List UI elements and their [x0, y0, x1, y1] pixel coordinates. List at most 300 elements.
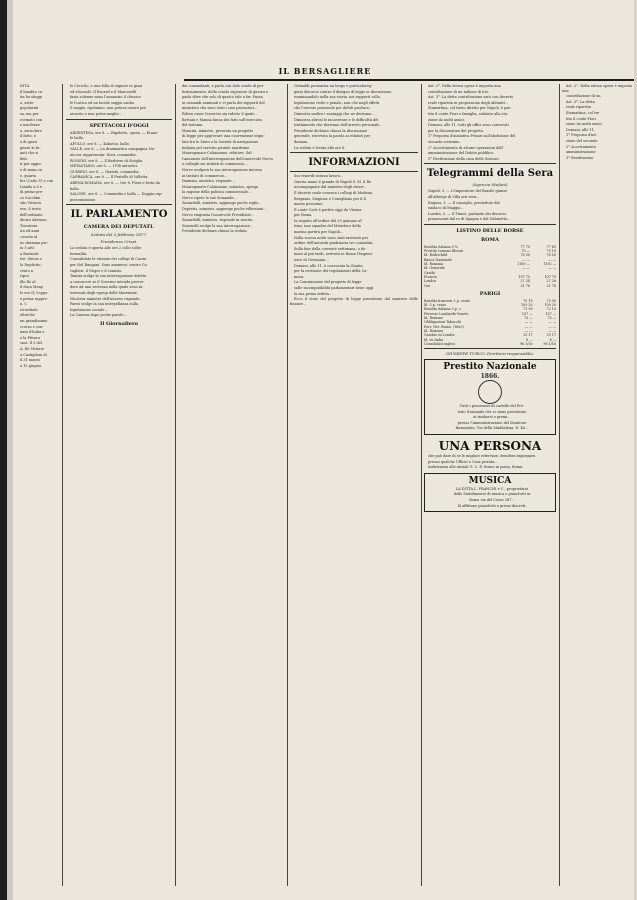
section-rule — [424, 163, 556, 164]
seduta-presidenza: Presidenza Crispi. — [100, 239, 138, 245]
quote-name: Ferr. Vitt. Eman. (1863) — [424, 324, 464, 329]
text-line: Bergamo, Magione e Conegliano per il 4 — [294, 196, 366, 201]
text-line: oltrechè — [20, 313, 35, 318]
text-line: Tutti i possessori di cartelle del Pre- — [459, 404, 525, 409]
quote-name: Prestito romano Blount — [424, 249, 464, 254]
text-line: nani d'Italia e — [20, 330, 45, 335]
quote-value: 96 1/16 — [519, 341, 533, 346]
text-line: it per aggiu- — [20, 162, 42, 167]
quote-value: 107 75 — [544, 274, 556, 279]
text-line: a conoscere se il Governo intenda provve- — [70, 279, 145, 284]
text-line: legislazione civile e penale, non che negli effetti — [294, 100, 380, 105]
quote-value: 25 17 — [546, 333, 556, 338]
column-6 — [562, 84, 632, 886]
text-line: Nervo ripete le sue domande... — [182, 195, 237, 200]
text-line: ripro. — [20, 274, 30, 279]
text-line: fido. — [20, 156, 28, 161]
text-line: e prima rappre- — [20, 296, 48, 301]
text-line: ed elioosole. Il Racziel e il Mancinelli — [70, 89, 137, 94]
text-line: LA DITTA L. FRANCHI e C., proprietaria — [455, 486, 529, 491]
text-line: Londra, 5. — Il Times, parlando dei discorsi — [428, 211, 506, 216]
text-line: Domani, alle 11, è convocata la Giunta — [294, 263, 363, 268]
text-line: VALLE, ore 8. — La drammatica compagnia Nu- — [70, 147, 156, 152]
section-title-informazioni: INFORMAZIONI — [308, 157, 400, 169]
text-line: 3° Restituzione. — [566, 155, 595, 160]
borsa-parigi-title: PARIGI — [479, 290, 501, 297]
quote-value: 77 75 — [520, 244, 530, 249]
text-line: trattamento che derivano dall'arresto personale... — [294, 123, 383, 128]
quote-name: Obbligazioni Tabacchi — [424, 320, 461, 325]
text-line: Depretis, ministro, aggiunge poche riflessioni... — [182, 207, 267, 212]
quote-name: Oro — [424, 283, 431, 288]
quote-name: Rendita italiana 5 % — [424, 244, 458, 249]
text-line: ai trattati di commercio... — [182, 173, 228, 178]
text-line: Domani, alle 11, — [566, 127, 595, 132]
quote-value: 76 50 — [520, 253, 530, 258]
text-line: Rileva come l'esercito sia ridotto il quale... — [182, 111, 258, 116]
text-line: nicova rappresenta: Dora, commedia. — [70, 152, 137, 157]
text-line: Trovatore. — [20, 223, 39, 228]
text-line: ita ba sfuggi — [20, 95, 43, 100]
text-line: ccorso e con- — [20, 324, 44, 329]
text-line: stito Nazionale che si siano presentate — [457, 409, 527, 414]
ad-persona-title: UNA PERSONA — [438, 439, 542, 454]
text-line: Napoli, 5. — L'Imperatore del Brasile giunse — [428, 189, 508, 194]
gerente-line: GIUSEPPE TURCO, Direttore-responsabile. — [445, 351, 535, 357]
column-divider — [62, 84, 63, 886]
text-line: SALONE, ore 8. — Commedia e ballo — Doppia rap- — [70, 192, 163, 197]
text-line: Nervo svolgerà la sua interrogazione intorno — [182, 167, 262, 172]
text-line: illo Ile al — [20, 279, 36, 284]
text-line: presso qualche Ufficio o Casa privata... — [428, 459, 498, 464]
borsa-parigi-table — [424, 299, 556, 346]
text-line: co Sacchini — [20, 195, 41, 200]
text-line: zione da molti amici — [566, 122, 602, 127]
column-divider — [559, 84, 560, 886]
text-line: ai comandi nominati e vi parla dei rapporti del — [182, 100, 265, 105]
borsa-roma-title: ROMA — [481, 236, 499, 243]
text-line: vento a — [20, 268, 34, 273]
binding-spine — [0, 0, 7, 900]
text-line: Mancini, ministro, presenta un progetto — [182, 128, 254, 133]
quote-value: 77 85 — [546, 244, 556, 249]
column-1 — [16, 84, 59, 886]
text-line: finanziario, Via della Maddalena, N. 46... — [455, 426, 529, 431]
text-line: di legge per approvare una convenzione stipu- — [182, 134, 265, 139]
quote-row — [424, 284, 556, 288]
quote-value: 8 — — [526, 337, 533, 342]
text-line: teressati degli egregi delle Maremme. — [70, 291, 138, 296]
text-line: Convalidate le elezioni dei collegi di Carini — [70, 257, 147, 262]
text-line: le Ceciclio, e una folla di signore in gran — [70, 84, 142, 88]
column-5-intro — [424, 84, 556, 161]
text-line: Sui venerdì nessun lavoro... — [294, 174, 344, 179]
binding-edge — [7, 0, 13, 900]
quote-name: Id. su Italia — [424, 337, 444, 342]
quote-value: 96 1/16 — [543, 341, 556, 346]
text-line: Presidente dichiara chiusa la discussione — [294, 128, 368, 133]
text-line: amministrazione — [566, 150, 596, 155]
text-line: Il decreto reale convoca i collegi di Modena, — [294, 190, 373, 195]
text-line: l'annunzio dell'interrogazione dell'onorevole Nervo — [182, 156, 274, 161]
column-2-body — [66, 246, 172, 318]
text-line: Grimaldi pronunzia un lungo e particolareg- — [294, 84, 373, 88]
quote-name: Rendita francese 3 p. cento — [424, 298, 471, 303]
text-line: La Commissione del progetto di legge — [294, 280, 362, 285]
quote-value: 1192 — — [543, 262, 556, 267]
text-line: Damiani, ministro, risponde... — [182, 179, 235, 184]
ad-prestito-text — [427, 404, 553, 431]
quote-value: 75 15 — [523, 298, 533, 303]
quote-value: 27 28 — [546, 279, 556, 284]
text-line: dei comandanti, e parla con dolo scudo di per- — [182, 84, 265, 88]
text-line: rovinato con — [20, 117, 43, 122]
ad-prestito-year: 1866. — [480, 373, 500, 381]
text-line: le l'ostico ed un lucido saggio anche. — [70, 100, 136, 105]
text-line: Indirizzarsi alle iniziali G. C. E. fermo in posta, Roma. — [428, 465, 524, 470]
quote-value: 8 — — [549, 337, 556, 342]
text-line: Nicotera ministro dell'interno risponde. — [70, 296, 141, 301]
text-line: no dramma pie- — [20, 240, 48, 245]
quote-row — [424, 342, 556, 346]
text-line: Il saggio, ripetiamo, non poteva essere più — [70, 106, 146, 111]
text-line: giato discorso contro il disegno di legge in discussione, — [294, 89, 393, 94]
text-line: esaminandolo nella sua storia, nei rapporti colla — [294, 95, 380, 100]
section-title-camera: CAMERA DEI DEPUTATI. — [83, 224, 155, 231]
text-line: 1° Proposta d'iniziativa Frisari sull'abolizione del — [428, 134, 516, 139]
text-line: ministero che sono stati i suoi promotori... — [182, 106, 258, 111]
quote-value: — — — [524, 324, 533, 329]
text-line: le ore II; l'oppo- — [20, 290, 49, 295]
quote-value: — — — [548, 266, 556, 271]
text-line: Zanardelli, ministro, aggiunge poche righe... — [182, 201, 262, 206]
section-rule — [290, 171, 418, 172]
masthead-title: IL BERSAGLIERE — [278, 66, 372, 76]
quote-value: — — — [548, 328, 556, 333]
text-line: timo, una squadra del Ministero della — [294, 224, 361, 229]
text-line: le ballo. — [70, 136, 85, 141]
text-line: a Ravinale — [20, 251, 39, 256]
text-line: 2° Accertamento di alcune operazioni dell' — [428, 145, 504, 150]
text-line: Dimostra inoltre i vantaggi che ne derivano... — [294, 111, 375, 116]
text-line: popolarità — [20, 106, 39, 111]
quote-name: Banca Nazionale — [424, 257, 453, 262]
quote-value: 27 24 — [520, 279, 530, 284]
text-line: legislazione sociale... — [70, 307, 108, 312]
header-rule — [184, 79, 636, 81]
text-line: Tamini svolge la sua interrogazione diretta — [70, 274, 147, 279]
quote-value: 109 20 — [544, 303, 556, 308]
text-line: dello Stabilimento di musica e pianoforti in — [453, 492, 531, 497]
section-rule — [424, 348, 556, 349]
borsa-roma-table — [424, 245, 556, 288]
quote-name: Id. Romana — [424, 262, 444, 267]
quote-name: Id. Romane — [424, 328, 444, 333]
text-line: un grandissimo — [20, 318, 48, 323]
text-line: trice di Germania... — [294, 258, 329, 263]
quote-value: 1180 — — [517, 262, 530, 267]
text-line: 2° Accertamento — [566, 144, 596, 149]
quote-name: Rendita italiana 5 p. c. — [424, 307, 462, 312]
text-line: n. t. — [20, 302, 27, 307]
text-line: Maurogonato-Colaiuanne, ministro, spiega — [182, 184, 258, 189]
text-line: ai rimborsi e premi... — [473, 415, 511, 420]
quote-value: 73 — — [547, 316, 556, 321]
text-line: La Camera dopo poche parole... — [70, 313, 127, 318]
text-line: Il conte Corti è partito oggi da Vienna — [294, 207, 362, 212]
text-line: che l'arresto personale per debiti produce... — [294, 106, 373, 111]
text-line: lo Duplicito. — [20, 263, 42, 267]
text-line: Art. 2°. Della stessa opera è imposta una — [428, 84, 501, 88]
text-line: formalità. — [70, 251, 88, 256]
text-line: generale, riservata la parola ai relatori per — [294, 134, 371, 139]
quote-value: 109 25 — [521, 303, 533, 308]
text-line: o, sotto- — [20, 100, 35, 105]
text-line: Bertani e Manna fanno dei fatti sull'esercizio — [182, 117, 262, 122]
text-line: amministrazione del Debito pubblico. — [428, 151, 495, 156]
quote-value: — — — [524, 320, 533, 325]
column-divider — [287, 84, 288, 886]
text-line: il fatto, e — [20, 134, 36, 139]
spettacoli-list — [66, 131, 172, 203]
text-line: e la Pittura — [20, 335, 40, 340]
quote-value: — — — [548, 320, 556, 325]
text-line: in 5 atti. — [20, 246, 35, 251]
column-4-body — [290, 84, 418, 150]
quote-name: Ferrovie Lombardo-Venete — [424, 311, 469, 316]
column-2 — [66, 84, 172, 886]
quote-value: — — — [522, 257, 530, 262]
text-line: Stamattina, col treno diretto per Napoli, è par- — [428, 106, 512, 111]
text-line: sindaco di Maggia... — [428, 206, 464, 211]
text-line: mani al più tardi, arriverà in Roma l'Impera- — [294, 252, 373, 257]
section-title-spettacoli: SPETTACOLI D'OGGI — [89, 122, 149, 129]
agenzia-label: (Agenzia Stefani) — [472, 182, 508, 188]
quote-name: Consolidati inglesi — [424, 341, 455, 346]
text-line: Zanardelli, ministro, risponde in merito... — [182, 218, 256, 223]
text-line: dere ad una vertenza nella quale sono in- — [70, 285, 144, 290]
text-line: In seguito all'ordine del 29 gennaio ul- — [294, 218, 363, 223]
text-line: presso l'Amministrazione del Monitore — [457, 420, 527, 425]
text-line: la ragione della politica commerciale... — [182, 190, 252, 195]
text-line: eva. il sesto — [20, 207, 41, 212]
text-line: suoi. Il 3 del — [20, 341, 42, 346]
text-line: vaglieri, il Negro e il comizio. — [70, 268, 123, 273]
text-line: all'albergo di Villa ieri sera... — [428, 194, 480, 199]
text-line: Sulla fine della corrente settimana, o do- — [294, 246, 367, 251]
column-5 — [424, 84, 556, 886]
text-line: METASTASIO, ore 8. — I Fili antartici. — [70, 164, 139, 169]
text-line: tito il conte Fiori — [566, 116, 596, 121]
text-line: per Nel Rangani. Sono ammessi: contro Ca- — [70, 263, 148, 268]
text-line: A. Re Vittorio — [20, 346, 44, 351]
page-header — [14, 66, 636, 82]
section-rule — [66, 204, 172, 205]
section-rule — [424, 224, 556, 225]
text-line: lici (Carlo V) e con — [20, 179, 54, 184]
quote-value: 73 — — [524, 316, 533, 321]
quote-value: — — — [548, 257, 556, 262]
text-line: e colleghi sui trattati di commercio... — [182, 162, 248, 167]
text-line: ARGENTINA, ore 8. — Rigoletto, opera. — Erano- — [70, 130, 159, 135]
text-line: cosorio al — [20, 235, 38, 240]
text-line: INTA — [20, 84, 30, 88]
quote-name: Id. Generale — [424, 266, 445, 271]
column-3 — [178, 84, 284, 886]
text-line: lata fra lo Stato e la Società di navigazione — [182, 139, 259, 144]
text-line: accompagnato dal ministro degli esteri... — [294, 185, 367, 190]
text-line: zione del secondo — [566, 138, 598, 143]
text-line: ricordarlo — [20, 307, 38, 312]
quote-value: 21 76 — [546, 283, 556, 288]
quote-name: Francia — [424, 274, 437, 279]
text-line: 3° Restituzione della casa delle Scienze. — [428, 156, 500, 161]
column-divider — [421, 84, 422, 886]
quote-value: 72 10 — [546, 307, 556, 312]
text-line: ARENA ROMANA, ore 8. — Ore 8. Fiera e festa da — [70, 180, 160, 185]
text-line: ballo. — [70, 186, 80, 191]
text-line: La seduta è levata alle ore 6. — [294, 145, 346, 150]
text-line: sulle incompatibilità parlamentari tiene oggi — [294, 286, 374, 290]
text-line: Nervo ringrazia l'onorevole Presidente... — [182, 212, 255, 217]
ad-musica-text — [427, 487, 553, 508]
quote-value: — — — [524, 328, 533, 333]
telegrammi-body — [424, 189, 556, 222]
text-line: QUIRINO, ore 8. — Ilarietà, commedia. — [70, 169, 140, 174]
text-line: 1° Proposta d'ini- — [566, 133, 597, 138]
text-line: secondo scrutinio. — [428, 139, 461, 144]
quote-name: Londra — [424, 279, 436, 284]
ad-musica — [424, 473, 556, 512]
text-line: a Castiglioni di — [20, 352, 47, 357]
text-line: contribuzione di un milione di lire. — [428, 89, 490, 94]
quote-name: Id. 5 p. cento — [424, 303, 447, 308]
ad-prestito — [424, 359, 556, 435]
section-rule — [290, 152, 418, 153]
section-title-telegrammi: Telegrammi della Sera — [426, 168, 554, 180]
text-line: iavorito e non potea meglio... — [70, 111, 122, 116]
quote-value: 76 50 — [546, 253, 556, 258]
text-line: Parisi svolge la sua interpellanza sulla — [70, 302, 138, 307]
section-rule — [66, 119, 172, 120]
text-line: che può dare di se le migliori referenze, desidera impiegarsi — [428, 454, 536, 459]
text-line: Dimostra altresì le incoerenze e le difficoltà del — [294, 117, 379, 122]
text-line: il bandito ca- — [20, 89, 44, 94]
text-line: e, quarta — [20, 173, 37, 178]
text-line: presentazione. — [70, 197, 97, 202]
text-line: il duca Meny. — [20, 285, 44, 290]
text-line: a 15 giugno. — [20, 363, 43, 368]
quote-value: 71 95 — [523, 307, 533, 312]
text-line: Ragusa, 5. — Il consiglio, presieduto dal — [428, 200, 500, 205]
text-line: marina partirà per Napoli... — [294, 230, 344, 235]
quote-value: 21 76 — [520, 283, 530, 288]
seduta-date: Seduta del 3 febbraio 1877. — [90, 232, 148, 238]
section-title-parlamento: IL PARLAMENTO — [70, 209, 168, 221]
text-line: APOLLO, ore 8. — Kokotou, ballo. — [70, 141, 130, 146]
section-title-giornaliero: Il Giornaliero — [100, 321, 138, 327]
text-line: Nella scorsa notte sono stati arrestati per — [294, 235, 369, 240]
text-line: reale ripartita — [566, 105, 591, 110]
text-line: sa, ma per — [20, 111, 39, 116]
quote-value: 75 30 — [546, 298, 556, 303]
text-line: Si affittano pianoforti a prezzi discreti. — [457, 503, 527, 508]
text-line: fasin solenne anno l'annunzio il classico — [70, 95, 141, 100]
text-line: italiana pel servizio postale marittimo. — [182, 145, 251, 150]
text-line: mera. — [294, 274, 305, 279]
text-line: contribuzione di un — [566, 94, 601, 99]
quote-value: 75 — — [521, 249, 530, 254]
text-line: Art. 2°. Della stessa opera è imposta una — [562, 84, 632, 93]
text-line: ROSSINI, ore 8. — Il Barbiere di Siviglia. — [70, 158, 144, 163]
text-line: Domani, alle 11, tutti gli uffici sono convocati — [428, 123, 509, 128]
text-line: Limido a 8 e — [20, 184, 42, 189]
text-line: marzo prossimo. — [294, 202, 324, 207]
ad-prestito-title: Prestito Nazionale — [443, 362, 537, 373]
column-4 — [290, 84, 418, 886]
text-line: gnare la fu- — [20, 145, 41, 150]
text-line: Questa mane il grande di Napoli S. M. il Re — [294, 179, 372, 184]
ad-musica-title: MUSICA — [468, 475, 512, 486]
text-line: Presidente dichiara chiusa la seduta. — [182, 229, 248, 234]
text-line: zione da molti amici. — [428, 117, 465, 122]
text-line: o, arricchire — [20, 128, 42, 133]
text-line: parla oltre che solo di quasto tale a far. Passa — [182, 95, 263, 100]
text-line: Art. 3°. La detta contribuzione sarà con decreto — [428, 95, 514, 100]
text-line: per la discussione del progetto. — [428, 128, 484, 133]
quote-value: — — — [522, 266, 530, 271]
text-line: tito il conte Fiori e famiglia, salutato alla sta- — [428, 111, 509, 116]
quote-name: Id. Rothschild — [424, 253, 448, 258]
text-line: e insolenze — [20, 123, 40, 128]
text-line: tre: Stenio o — [20, 257, 43, 262]
quote-value: 107 75 — [518, 274, 530, 279]
text-line: Maurogonato-Colaiuanne, relatore. Sul- — [182, 151, 253, 156]
text-line: Stamattina, col tre — [566, 110, 600, 115]
text-line: La seduta è aperta alle ore 2 colle solite — [70, 246, 142, 251]
seal-icon — [478, 380, 502, 404]
quote-value: 157 — — [545, 311, 556, 316]
text-line: di prime pre- — [20, 190, 44, 195]
column-2-intro — [66, 84, 172, 117]
text-line: domani. — [294, 139, 309, 144]
text-line: Art. 3°. La detta — [566, 99, 595, 104]
text-line: il 31 marzo — [20, 358, 40, 363]
quote-name: Id. Romane — [424, 316, 444, 321]
quote-value: 75 10 — [546, 249, 556, 254]
text-line: la sua prima seduta... — [294, 291, 333, 296]
text-line: dell'ordinato — [20, 212, 43, 217]
text-line: per Roma. — [294, 213, 313, 218]
text-line: CAPRANICA, ore 8. — Il Fratello di Valletta. — [70, 175, 149, 180]
quote-value: 25 17 — [523, 333, 533, 338]
text-line: dicato Abruzzo, — [20, 218, 48, 223]
text-line: ira ed anni — [20, 229, 40, 234]
text-line: per la revisione dei regolamenti della Ca- — [294, 269, 368, 274]
quote-name: Cambi — [424, 270, 435, 275]
text-line: del sistema. — [182, 123, 204, 128]
text-line: pronunciati dal re di Spagna e dal Gabinetto... — [428, 217, 511, 222]
text-line: anti che si — [20, 151, 39, 156]
quote-value: 157 — — [521, 311, 533, 316]
text-line: Roma via del Corso 387... — [469, 498, 515, 503]
ad-persona-text — [424, 454, 556, 470]
text-line: reale ripartita in proporzione degli abitanti... — [428, 100, 509, 105]
text-line: sito Vittorio. — [20, 201, 42, 206]
quote-name: Cambio su Londra — [424, 333, 455, 338]
text-line: fezionamento, della scuola superiore di guerra e — [182, 89, 269, 94]
text-line: e di quasi — [20, 139, 38, 144]
